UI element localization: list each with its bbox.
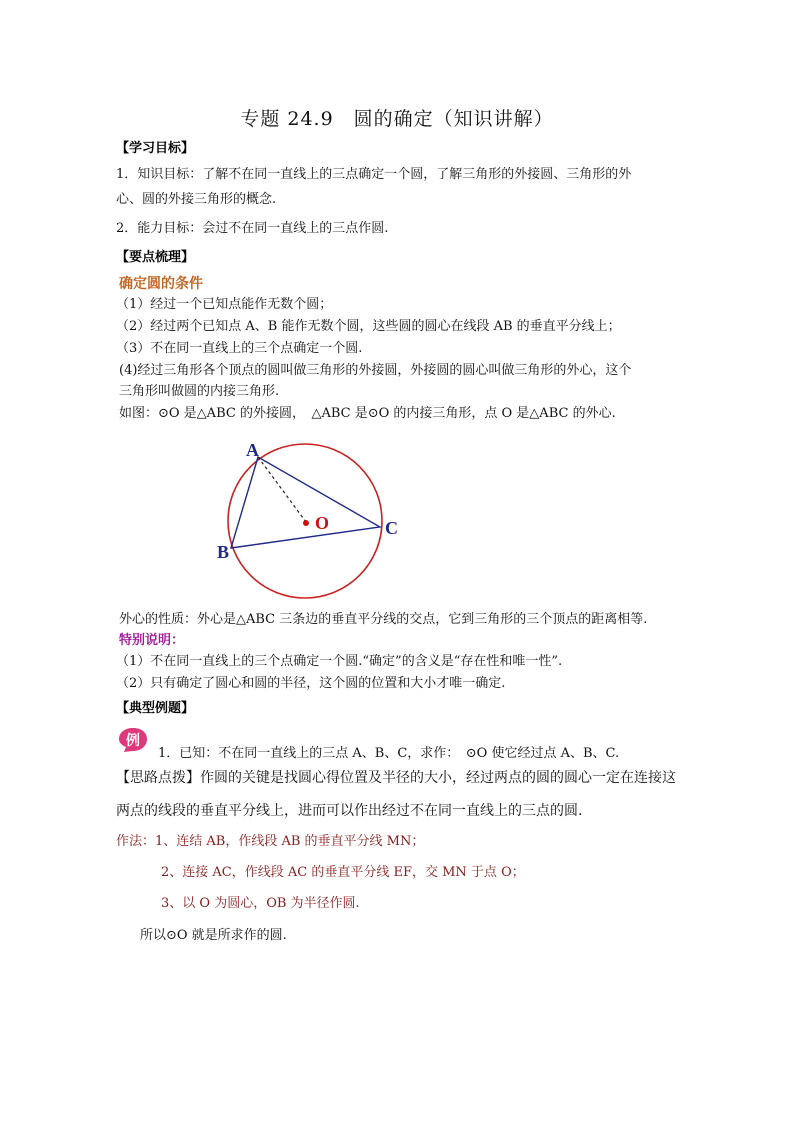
label-b: B (217, 542, 230, 562)
condition-1: （1）经过一个已知点能作无数个圆； (116, 297, 333, 312)
goal-2: 2．能力目标：会过不在同一直线上的三点作圆. (116, 221, 389, 236)
center-point-o (303, 520, 309, 526)
inscribed-triangle (231, 457, 380, 548)
condition-2: （2）经过两个已知点 A、B 能作无数个圆，这些圆的圆心在线段 AB 的垂直平分线上； (116, 319, 621, 334)
circumcircle-figure (200, 430, 420, 600)
condition-4-line-2: 三角形叫做圆的内接三角形. (119, 384, 280, 399)
example-badge-icon (118, 727, 148, 753)
section-key-points: 【要点梳理】 (116, 250, 195, 265)
page-title: 专题 24.9 圆的确定（知识讲解） (240, 108, 554, 130)
condition-3: （3）不在同一直线上的三个点确定一个圆. (116, 341, 363, 356)
example-badge-label: 例 (126, 733, 140, 749)
figure-caption: 如图：⊙O 是△ABC 的外接圆， △ABC 是⊙O 的内接三角形，点 O 是△ABC 的外心. (119, 406, 616, 421)
radius-oa (258, 457, 306, 522)
goal-1-line-2: 心、圆的外接三角形的概念. (116, 192, 277, 207)
special-notes-heading: 特别说明： (119, 633, 185, 648)
section-learning-goals: 【学习目标】 (116, 141, 195, 156)
construction-conclusion: 所以⊙O 就是所求作的圆. (140, 928, 287, 943)
label-c: C (385, 518, 398, 538)
special-note-1: （1）不在同一直线上的三个点确定一个圆.“确定”的含义是“存在性和唯一性”. (116, 654, 563, 669)
example-question: 1．已知：不在同一直线上的三点 A、B、C，求作： ⊙O 使它经过点 A、B、C. (158, 746, 620, 761)
hint-line-1: 【思路点拨】作圆的关键是找圆心得位置及半径的大小，经过两点的圆的圆心一定在连接这 (116, 770, 676, 786)
condition-4-line-1: (4)经过三角形各个顶点的圆叫做三角形的外接圆，外接圆的圆心叫做三角形的外心，这个 (119, 363, 632, 378)
conditions-heading: 确定圆的条件 (119, 276, 203, 292)
construction-step-2: 2、连接 AC，作线段 AC 的垂直平分线 EF，交 MN 于点 O； (161, 865, 525, 880)
construction-step-1: 作法：1、连结 AB，作线段 AB 的垂直平分线 MN； (116, 834, 425, 849)
construction-step-3: 3、以 O 为圆心，OB 为半径作圆. (161, 896, 360, 911)
circumcenter-property: 外心的性质：外心是△ABC 三条边的垂直平分线的交点，它到三角形的三个顶点的距离相等. (119, 612, 648, 627)
goal-1-line-1: 1．知识目标：了解不在同一直线上的三点确定一个圆，了解三角形的外接圆、三角形的外 (116, 167, 632, 182)
hint-line-2: 两点的线段的垂直平分线上，进而可以作出经过不在同一直线上的三点的圆. (116, 803, 583, 819)
section-typical-examples: 【典型例题】 (116, 701, 195, 716)
special-note-2: （2）只有确定了圆心和圆的半径，这个圆的位置和大小才唯一确定. (116, 676, 506, 691)
label-a: A (246, 440, 259, 460)
label-o: O (315, 513, 330, 533)
